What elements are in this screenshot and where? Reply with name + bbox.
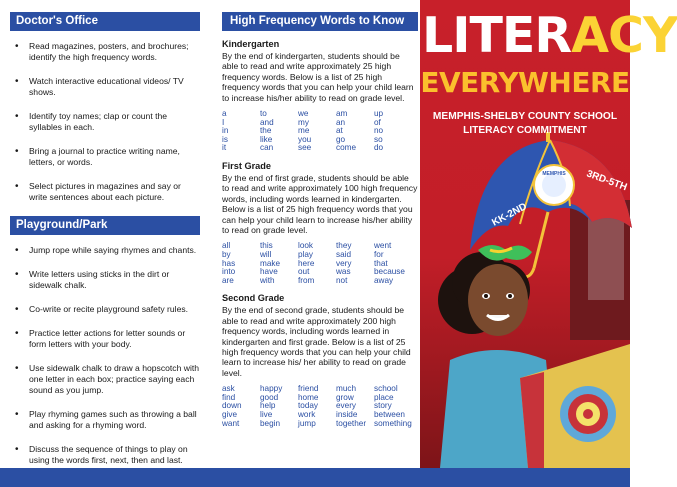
word: place — [374, 392, 394, 402]
second-grade-word-list — [222, 385, 418, 428]
word-column — [298, 242, 336, 285]
background-window — [588, 210, 624, 300]
list-item: • Practice letter actions for letter sounds or form letters with your body. — [10, 328, 200, 350]
word: have — [260, 267, 278, 277]
word: play — [298, 250, 314, 260]
word-column — [260, 242, 298, 285]
word: they — [336, 241, 352, 251]
word: for — [374, 250, 384, 260]
word-column — [374, 110, 414, 153]
doctors-office-heading: Doctor's Office — [10, 12, 200, 31]
pupil — [508, 294, 512, 298]
panel-high-frequency-words — [222, 0, 418, 468]
word: home — [298, 392, 319, 402]
word: from — [298, 275, 315, 285]
hfw-heading: High Frequency Words to Know — [222, 12, 418, 31]
word: no — [374, 126, 384, 136]
word: away — [374, 275, 394, 285]
word: every — [336, 401, 357, 411]
word: by — [222, 250, 231, 260]
first-grade-title: First Grade — [222, 161, 272, 171]
word: up — [374, 109, 384, 119]
word: will — [260, 250, 272, 260]
word: something — [374, 418, 412, 428]
word: has — [222, 258, 236, 268]
word: said — [336, 250, 352, 260]
word: begin — [260, 418, 281, 428]
word: because — [374, 267, 405, 277]
word-column — [336, 242, 374, 285]
word-column — [260, 385, 298, 428]
list-item: • Write letters using sticks in the dirt or sidewalk chalk. — [10, 269, 200, 291]
word: this — [260, 241, 273, 251]
list-item: • Jump rope while saying rhymes and chants. — [10, 245, 200, 256]
word: so — [374, 134, 383, 144]
playground-heading: Playground/Park — [10, 216, 200, 235]
cover-title-part-2: ACY — [571, 7, 677, 64]
pupil — [484, 294, 488, 298]
word: help — [260, 401, 276, 411]
word: am — [336, 109, 348, 119]
word: inside — [336, 410, 358, 420]
word: me — [298, 126, 310, 136]
list-item: • Read magazines, posters, and brochures; identify the high frequency words. — [10, 41, 200, 63]
word: I — [222, 117, 225, 127]
word: here — [298, 258, 315, 268]
word: story — [374, 401, 392, 411]
word: of — [374, 117, 381, 127]
face — [468, 264, 528, 336]
word: friend — [298, 384, 319, 394]
word: you — [298, 134, 312, 144]
word-column — [374, 242, 414, 285]
word: very — [336, 258, 352, 268]
word: at — [336, 126, 343, 136]
word: make — [260, 258, 281, 268]
doctors-office-list — [10, 41, 200, 203]
word: not — [336, 275, 348, 285]
word: look — [298, 241, 314, 251]
list-item: • Watch interactive educational videos/ TV shows. — [10, 76, 200, 98]
list-item: • Co-write or recite playground safety rules. — [10, 304, 200, 315]
word: an — [336, 117, 346, 127]
cover-panel — [420, 0, 677, 468]
word-column — [298, 110, 336, 153]
word-column — [222, 385, 260, 428]
word: come — [336, 143, 357, 153]
word: we — [298, 109, 309, 119]
word: between — [374, 410, 405, 420]
word: today — [298, 401, 319, 411]
kindergarten-title: Kindergarten — [222, 39, 280, 49]
word: down — [222, 401, 242, 411]
word: all — [222, 241, 231, 251]
first-grade-word-list — [222, 242, 418, 285]
word: that — [374, 258, 388, 268]
word-column — [260, 110, 298, 153]
second-grade-desc: By the end of second grade, students should be able to read and write approximately 200 high frequency words, including words learned in kindergarten and first grade. Below is a list of 25 high frequency words that you can help your child learn to increase his/ her ability to read on grade level. — [222, 305, 411, 378]
list-item: • Identify toy names; clap or count the syllables in each. — [10, 111, 200, 133]
word: school — [374, 384, 398, 394]
smile — [487, 315, 509, 320]
kindergarten-word-list — [222, 110, 418, 153]
word: want — [222, 418, 240, 428]
list-item: • Use sidewalk chalk to draw a hopscotch with one letter in each box; practice saying each sound as you jump. — [10, 363, 200, 397]
word: the — [260, 126, 272, 136]
word-column — [336, 385, 374, 428]
word: is — [222, 134, 228, 144]
word: happy — [260, 384, 283, 394]
cover-title-part-1: LITER — [422, 7, 572, 64]
word: a — [222, 109, 227, 119]
word-column — [222, 110, 260, 153]
seal-text: MEMPHIS — [542, 171, 566, 177]
word: ask — [222, 384, 235, 394]
umbrella-label-right: 3RD-5TH — [584, 168, 629, 194]
word: jump — [298, 418, 316, 428]
list-item: • Discuss the sequence of things to play on using the words first, next, then and last. — [10, 444, 200, 466]
cover-subtitle-commitment: LITERACY COMMITMENT — [463, 125, 587, 136]
list-item: • Select pictures in magazines and say or write sentences about each picture. — [10, 181, 200, 203]
word: with — [260, 275, 275, 285]
word: out — [298, 267, 310, 277]
word: grow — [336, 392, 354, 402]
word: do — [374, 143, 384, 153]
list-item: • Bring a journal to practice writing name, letters, or words. — [10, 146, 200, 168]
word: give — [222, 410, 238, 420]
word: work — [298, 410, 316, 420]
word: and — [260, 117, 274, 127]
book-target — [583, 409, 593, 419]
panel-activities — [0, 0, 212, 468]
bottom-band — [0, 468, 630, 487]
word: go — [336, 134, 346, 144]
word-column — [336, 110, 374, 153]
word: are — [222, 275, 234, 285]
second-grade-title: Second Grade — [222, 293, 285, 304]
word: see — [298, 143, 312, 153]
list-item: • Play rhyming games such as throwing a ball and asking for a rhyming word. — [10, 409, 200, 431]
kindergarten-desc: By the end of kindergarten, students should be able to read and write approximately 25 high frequency words. Below is a list of 25 high frequency words that you can help your child learn to increase his/her ability to read on grade level. — [222, 51, 414, 103]
word: find — [222, 392, 236, 402]
word: to — [260, 109, 267, 119]
word: live — [260, 410, 273, 420]
word: in — [222, 126, 229, 136]
word: can — [260, 143, 274, 153]
word: my — [298, 117, 309, 127]
word: together — [336, 418, 367, 428]
word-column — [374, 385, 414, 428]
word: good — [260, 392, 279, 402]
word: was — [336, 267, 351, 277]
word: into — [222, 267, 236, 277]
word: went — [374, 241, 392, 251]
word: like — [260, 134, 273, 144]
word-column — [222, 242, 260, 285]
word: it — [222, 143, 227, 153]
cover-subtitle-district: MEMPHIS-SHELBY COUNTY SCHOOL — [432, 111, 618, 122]
cover-title-literacy — [422, 7, 677, 64]
playground-list — [10, 245, 200, 466]
word: much — [336, 384, 357, 394]
umbrella-label-left: KK-2ND — [490, 201, 529, 229]
umbrella-shaft — [534, 212, 548, 268]
word-column — [298, 385, 336, 428]
first-grade-desc: By the end of first grade, students should be able to read and write approximately 100 high frequency words, including words learned in kindergarten. Below is a list of 25 high frequency words that you can help your child learn to increase his/her ability to read on grade level. — [222, 173, 418, 236]
cover-title-everywhere: EVERYWHERE — [420, 66, 630, 99]
